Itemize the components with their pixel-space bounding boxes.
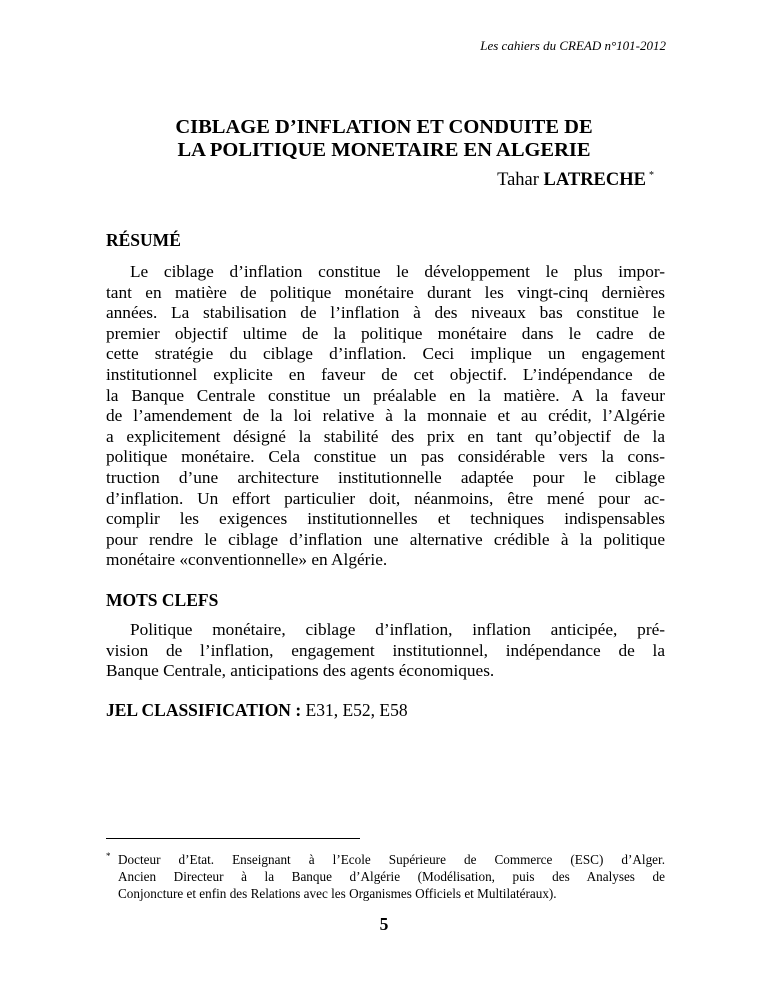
abstract-line: Le ciblage d’inflation constitue le développement le plus impor-: [130, 262, 665, 281]
abstract-line: tant en matière de politique monétaire durant les vingt-cinq dernières: [106, 282, 665, 302]
abstract-line: truction d’une architecture institutionnelle adaptée pour le ciblage: [106, 467, 665, 487]
abstract-line: cette stratégie du ciblage d’inflation. Ceci implique un engagement: [106, 344, 665, 364]
footnote: [106, 851, 665, 902]
abstract-line: pour rendre le ciblage d’inflation une alternative crédible à la politique: [106, 529, 665, 549]
abstract-line: politique monétaire. Cela constitue un pas considérable vers la cons-: [106, 447, 665, 467]
running-header: Les cahiers du CREAD n°101-2012: [480, 38, 666, 53]
keywords-heading: MOTS CLEFS: [106, 590, 219, 610]
abstract-heading: RÉSUMÉ: [106, 230, 181, 250]
abstract-line: a explicitement désigné la stabilité des prix en tant qu’objectif de la: [106, 426, 665, 446]
keywords-line: Banque Centrale, anticipations des agents économiques.: [106, 661, 495, 681]
keywords-line: vision de l’inflation, engagement institutionnel, indépendance de la: [106, 640, 665, 660]
author-surname: LATRECHE: [543, 170, 646, 191]
footnote-mark: *: [106, 851, 111, 861]
abstract-line: de l’amendement de la loi relative à la monnaie et au crédit, l’Algérie: [106, 406, 665, 426]
abstract-line: institutionnel explicite en faveur de cet objectif. L’indépendance de: [106, 364, 665, 384]
abstract-paragraph: [106, 262, 665, 571]
abstract-line: la Banque Centrale constitue un préalable en la matière. A la faveur: [106, 385, 665, 405]
paper-title: [0, 116, 768, 162]
footnote-line: Ancien Directeur à la Banque d’Algérie (Modélisation, puis des Analyses de: [118, 869, 665, 884]
author-footnote-mark: *: [649, 170, 654, 181]
abstract-line: d’inflation. Un effort particulier doit, néanmoins, être mené pour ac-: [106, 488, 665, 508]
jel-label: JEL CLASSIFICATION :: [106, 700, 302, 720]
abstract-line: monétaire «conventionnelle» en Algérie.: [106, 550, 388, 570]
footnote-line: Conjoncture et enfin des Relations avec les Organismes Officiels et Multilatéraux).: [118, 886, 557, 901]
abstract-line: complir les exigences institutionnelles et techniques indispensables: [106, 509, 665, 529]
jel-codes: E31, E52, E58: [305, 700, 408, 720]
keywords-paragraph: [106, 620, 665, 682]
page-number: 5: [379, 914, 389, 934]
abstract-line: premier objectif ultime de la politique monétaire dans le cadre de: [106, 323, 665, 343]
footnote-line: Docteur d’Etat. Enseignant à l’Ecole Supérieure de Commerce (ESC) d’Alger.: [118, 852, 665, 867]
abstract-line: années. La stabilisation de l’inflation à des niveaux bas constitue le: [106, 303, 665, 323]
keywords-line: Politique monétaire, ciblage d’inflation, inflation anticipée, pré-: [130, 620, 665, 639]
title-line: LA POLITIQUE MONETAIRE EN ALGERIE: [177, 139, 591, 161]
jel-classification: [106, 700, 408, 721]
title-line: CIBLAGE D’INFLATION ET CONDUITE DE: [175, 116, 593, 138]
author-line: [497, 170, 654, 191]
footnote-rule: [106, 838, 360, 839]
author-given-name: Tahar: [497, 170, 539, 191]
